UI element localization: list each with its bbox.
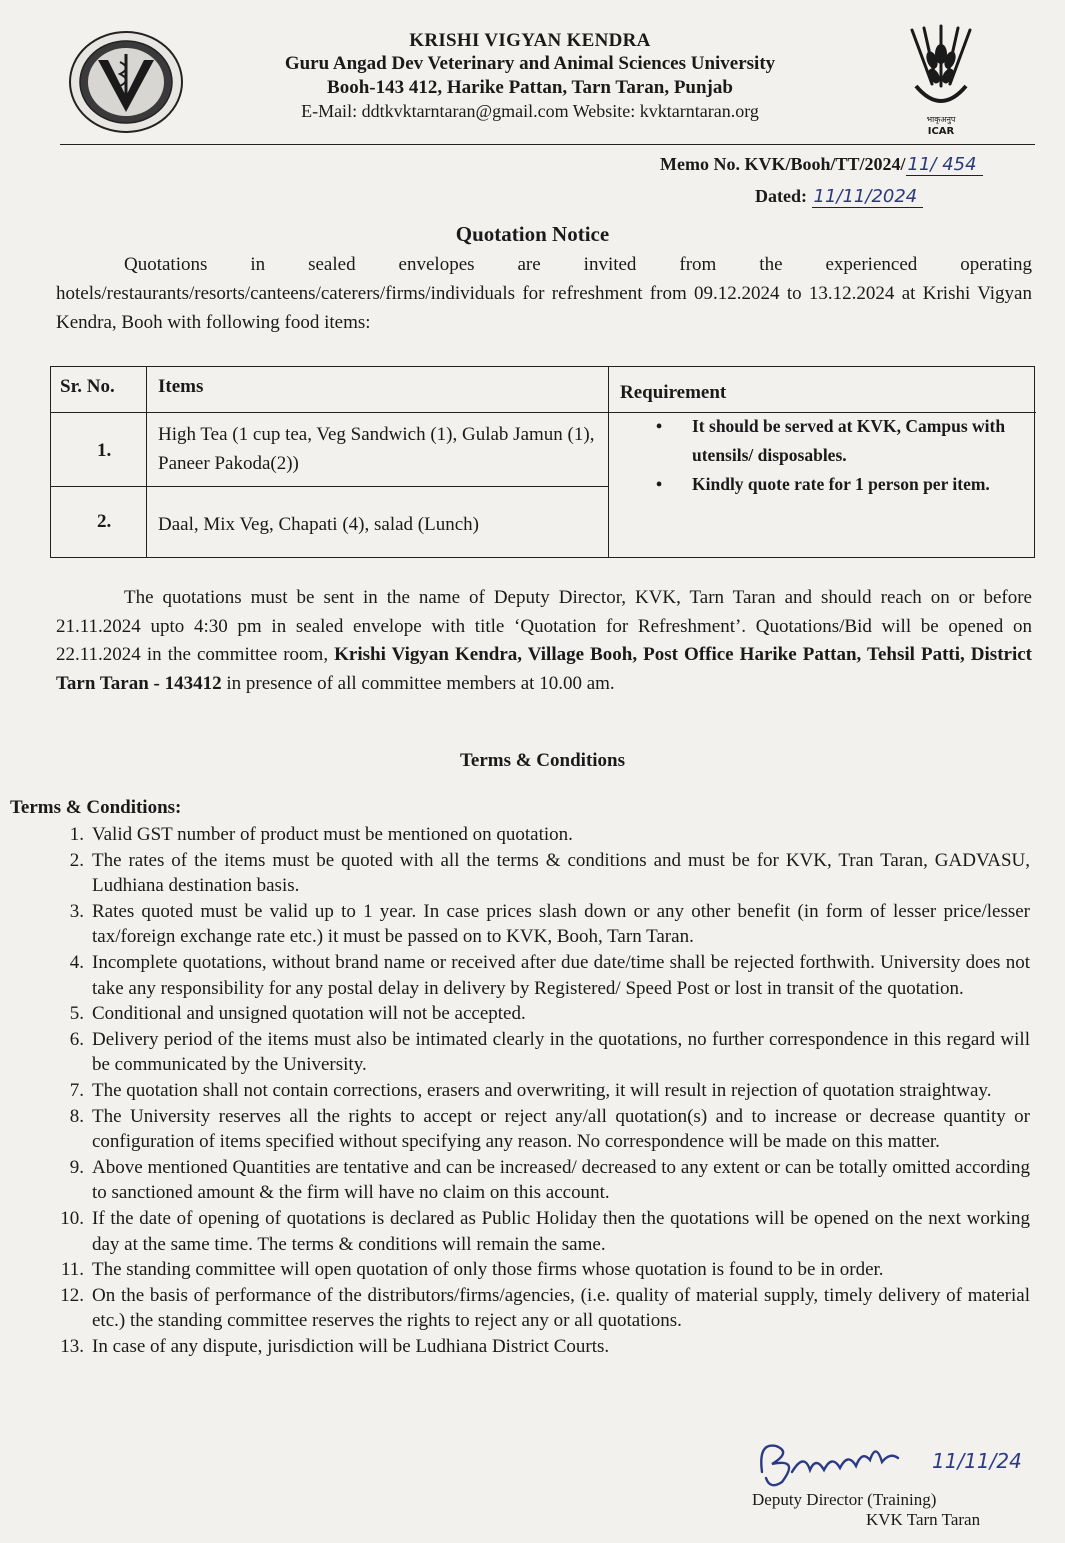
table-divider xyxy=(146,367,147,557)
requirement-item: • Kindly quote rate for 1 person per item. xyxy=(612,470,1032,499)
requirement-item: • It should be served at KVK, Campus with utensils/ disposables. xyxy=(612,412,1032,470)
requirements-list xyxy=(612,412,1032,499)
term-item: 13. In case of any dispute, jurisdiction will be Ludhiana District Courts. xyxy=(60,1335,610,1357)
signature-icon xyxy=(752,1432,1042,1496)
term-item: 12. On the basis of performance of the distributors/firms/agencies, (i.e. quality of material supply, timely delivery of material etc.) the standing committee reserves the rights to reject any or all quotations. xyxy=(60,1284,1030,1332)
address-line: Booh-143 412, Harike Pattan, Tarn Taran, Punjab xyxy=(327,77,733,98)
header-divider xyxy=(60,144,1035,145)
table-divider xyxy=(608,367,609,557)
memo-date xyxy=(755,186,923,207)
memo-handwritten: 11/ 454 xyxy=(906,154,983,176)
term-item: 10. If the date of opening of quotations is declared as Public Holiday then the quotations will be opened on the next working day at the same time. The terms & conditions will remain the same. xyxy=(60,1207,1030,1255)
intro-paragraph: Quotations in sealed envelopes are invited from the experienced operating hotels/restaurants/resorts/canteens/caterers/firms/individuals for refreshment from 09.12.2024 to 13.12.2024 at Krishi Vigyan Kendra, Booh with following food items: xyxy=(56,254,1032,333)
signatory-office: KVK Tarn Taran xyxy=(866,1510,981,1529)
icar-logo-icon xyxy=(902,24,980,140)
memo-number xyxy=(660,154,983,175)
term-item: 8. The University reserves all the rights to accept or reject any/all quotation(s) and to increase or decrease quantity or configuration of items specified without specifying any reason. No correspondence will be made on this matter. xyxy=(69,1105,1030,1153)
term-item: 5. Conditional and unsigned quotation will not be accepted. xyxy=(69,1003,526,1025)
terms-heading: Terms & Conditions xyxy=(459,750,626,771)
term-item: 7. The quotation shall not contain corrections, erasers and overwriting, it will result in rejection of quotation straightway. xyxy=(69,1079,992,1101)
header-requirement: Requirement xyxy=(620,382,727,403)
term-item: 2. The rates of the items must be quoted with all the terms & conditions and must be for KVK, Tran Taran, GADVASU, Ludhiana destination basis. xyxy=(69,849,1030,897)
dated-label: Dated: xyxy=(755,186,807,206)
term-item: 6. Delivery period of the items must also be intimated clearly in the quotations, no further correspondence in this regard will be communicated by the University. xyxy=(69,1028,1030,1076)
contact-line: E-Mail: ddtkvktarntaran@gmail.com Website: kvktarntaran.org xyxy=(301,101,759,121)
terms-list xyxy=(50,822,1030,1359)
venue-address: Krishi Vigyan Kendra, Village Booh, Post Office Harike Pattan, Tehsil Patti, District Tarn Taran - 143412 xyxy=(56,644,1032,694)
submission-text: The quotations must be sent in the name of Deputy Director, KVK, Tarn Taran and should reach on or before 21.11.2024 upto 4:30 pm in sealed envelope with title ‘Quotation for Refreshment’. Quotations/Bid will be opened on 22.11.2024 in the committee room, xyxy=(56,587,1032,665)
term-item: 3. Rates quoted must be valid up to 1 year. In case prices slash down or any other benefit (in form of lesser price/lesser tax/foreign exchange rate etc.) it must be passed on to KVK, Booh, Tarn Taran. xyxy=(69,900,1030,948)
signature-date: 11/11/24 xyxy=(932,1449,1022,1473)
term-item: 9. Above mentioned Quantities are tentative and can be increased/ decreased to any extent or can be totally omitted according to sanctioned amount & the firm will have no claim on this account. xyxy=(69,1156,1030,1204)
submission-text-end: in presence of all committee members at 10.00 am. xyxy=(221,672,615,694)
signatory-designation: Deputy Director (Training) xyxy=(752,1490,937,1509)
dated-value: 11/11/2024 xyxy=(812,186,924,208)
term-item: 1. Valid GST number of product must be mentioned on quotation. xyxy=(69,824,573,845)
table-divider xyxy=(51,486,608,487)
row-2-sr: 2. xyxy=(97,511,112,532)
term-item: 4. Incomplete quotations, without brand name or received after due date/time shall be rejected forthwith. University does not take any responsibility for any postal delay in delivery by Registered/ Speed Post or lost in transit of the quotation. xyxy=(69,951,1030,999)
submission-paragraph xyxy=(56,584,1032,698)
header-sr-no: Sr. No. xyxy=(60,376,115,397)
terms-subheading: Terms & Conditions: xyxy=(10,797,182,818)
letterhead xyxy=(205,30,855,123)
row-1-items: High Tea (1 cup tea, Veg Sandwich (1), Gulab Jamun (1), Paneer Pakoda(2)) xyxy=(158,424,595,474)
header-items: Items xyxy=(158,376,204,397)
university-emblem-icon xyxy=(68,30,184,134)
term-item: 11. The standing committee will open quotation of only those firms whose quotation is found to be in order. xyxy=(60,1259,884,1281)
row-2-items: Daal, Mix Veg, Chapati (4), salad (Lunch) xyxy=(158,514,479,535)
memo-label: Memo No. KVK/Booh/TT/2024/ xyxy=(660,154,906,174)
row-1-sr: 1. xyxy=(97,440,112,461)
university-name: Guru Angad Dev Veterinary and Animal Sciences University xyxy=(284,53,776,74)
icar-hindi-text: भाकृअनुप xyxy=(926,115,956,124)
icar-text: ICAR xyxy=(927,126,955,137)
org-name: KRISHI VIGYAN KENDRA xyxy=(409,30,651,51)
page-title: Quotation Notice xyxy=(455,222,610,246)
